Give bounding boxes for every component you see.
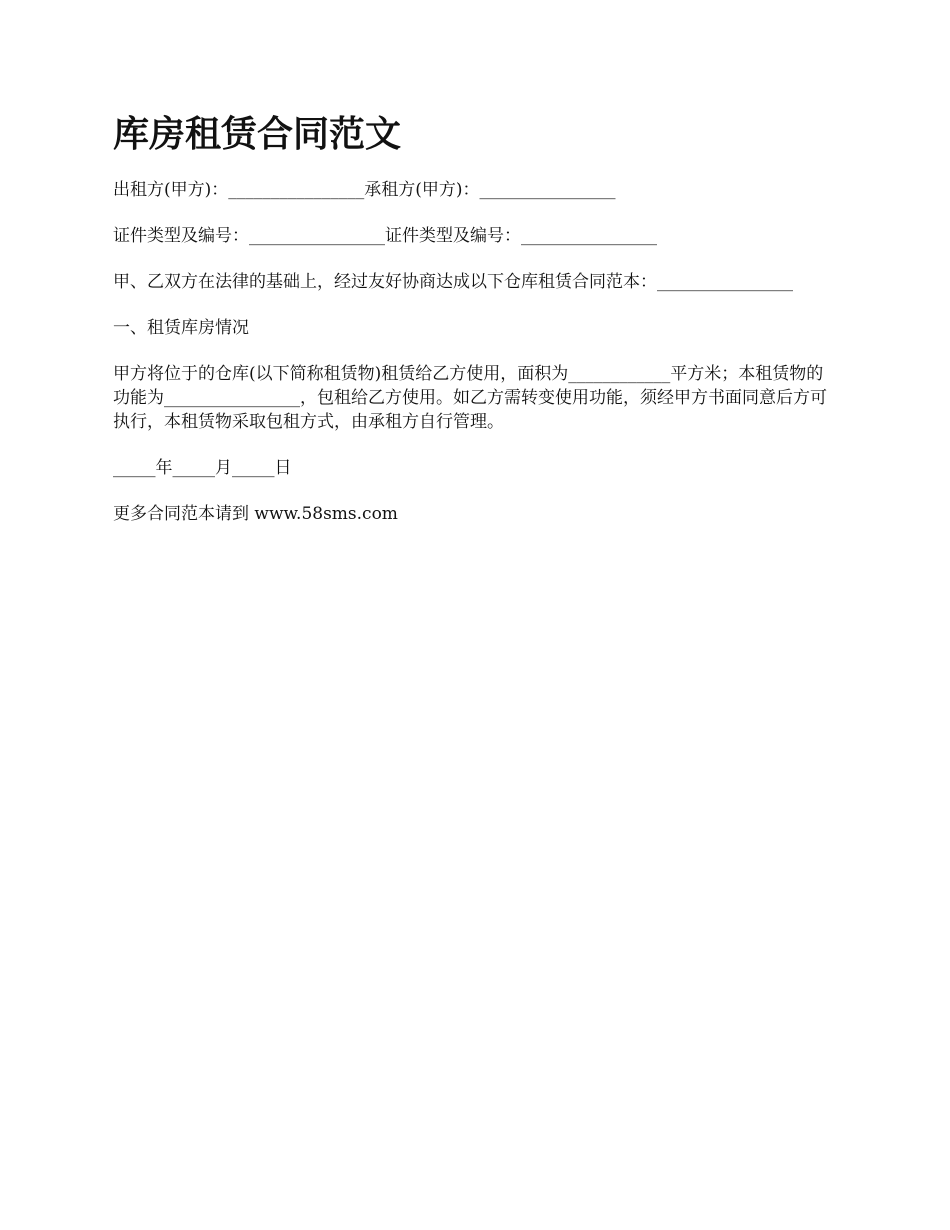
document-title: 库房租赁合同范文 (113, 113, 402, 155)
agreement-intro-paragraph: 甲、乙双方在法律的基础上，经过友好协商达成以下仓库租赁合同范本：________________ (113, 272, 793, 292)
warehouse-terms-paragraph: 甲方将位于的仓库(以下简称租赁物)租赁给乙方使用，面积为____________平方米；本租赁物的功能为________________，包租给乙方使用。如乙方需转变使用功能，须经甲方书面同意后方可执行，本租赁物采取包租方式，由承租方自行管理。 (113, 364, 827, 432)
id-type-number-line: 证件类型及编号：________________证件类型及编号：________________ (113, 226, 657, 246)
date-line: _____年_____月_____日 (113, 458, 292, 478)
section-heading-warehouse-info: 一、租赁库房情况 (113, 318, 249, 338)
more-templates-footer: 更多合同范本请到 www.58sms.com (113, 504, 398, 524)
lessor-lessee-line: 出租方(甲方)：________________承租方(甲方)：________________ (113, 180, 616, 200)
